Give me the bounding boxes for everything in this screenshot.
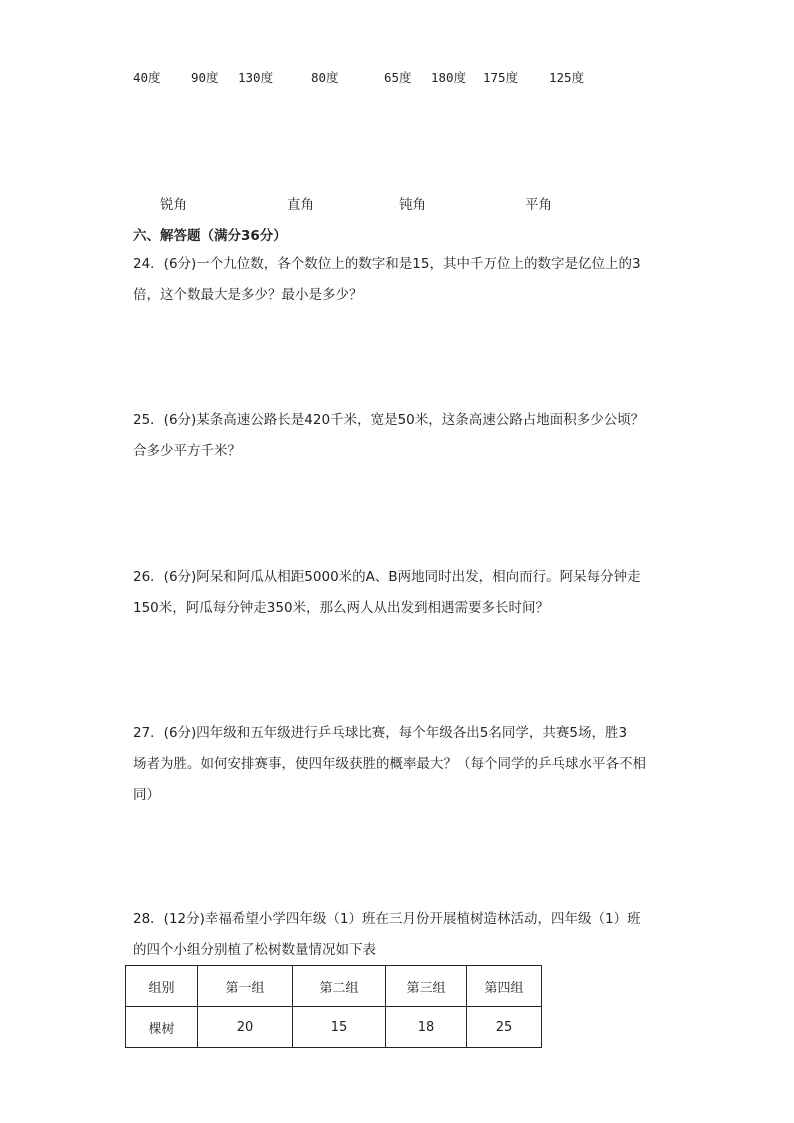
question-28	[133, 904, 641, 966]
table-header-cell: 第二组	[293, 966, 386, 1007]
question-25	[133, 405, 644, 467]
table-row	[126, 1007, 542, 1048]
question-26	[133, 562, 641, 624]
question-line: 倍，这个数最大是多少？最小是多少？	[133, 287, 363, 303]
table-cell: 18	[386, 1007, 467, 1048]
question-line: 150米，阿瓜每分钟走350米，那么两人从出发到相遇需要多长时间？	[133, 600, 550, 616]
angle-value: 130度	[238, 70, 274, 85]
angle-value: 125度	[549, 70, 585, 85]
angle-value: 40度	[133, 70, 161, 85]
angle-category: 锐角	[160, 197, 187, 213]
question-line: 的四个小组分别植了松树数量情况如下表	[133, 942, 376, 958]
angle-category: 平角	[525, 197, 552, 213]
table-header-cell: 第三组	[386, 966, 467, 1007]
angle-value: 180度	[431, 70, 467, 85]
angle-value: 65度	[384, 70, 412, 85]
question-line: 场者为胜。如何安排赛事，使四年级获胜的概率最大？（每个同学的乒乓球水平各不相	[133, 756, 646, 772]
table-cell: 20	[198, 1007, 293, 1048]
angle-category: 钝角	[399, 197, 426, 213]
question-line: 27．(6分)四年级和五年级进行乒乓球比赛，每个年级各出5名同学，共赛5场，胜3	[133, 725, 628, 741]
question-line: 26．(6分)阿呆和阿瓜从相距5000米的A、B两地同时出发，相向而行。阿呆每分钟走	[133, 569, 641, 585]
question-line: 28．(12分)幸福希望小学四年级（1）班在三月份开展植树造林活动，四年级（1）班	[133, 911, 641, 927]
angle-category: 直角	[287, 197, 314, 213]
question-24	[133, 249, 641, 311]
section-title: 六、解答题（满分36分）	[133, 228, 287, 244]
table-header-row	[126, 966, 542, 1007]
question-line: 24．(6分)一个九位数，各个数位上的数字和是15，其中千万位上的数字是亿位上的3	[133, 256, 641, 272]
angle-value: 175度	[483, 70, 519, 85]
angle-value: 90度	[191, 70, 219, 85]
tree-count-table	[125, 965, 542, 1048]
question-27	[133, 718, 646, 811]
question-line: 25．(6分)某条高速公路长是420千米，宽是50米，这条高速公路占地面积多少公顷？	[133, 412, 645, 428]
table-cell: 15	[293, 1007, 386, 1048]
table-cell: 棵树	[126, 1007, 198, 1048]
question-line: 同）	[133, 787, 160, 803]
question-line: 合多少平方千米？	[133, 443, 241, 459]
table-header-cell: 第一组	[198, 966, 293, 1007]
angle-value: 80度	[311, 70, 339, 85]
table-header-cell: 第四组	[467, 966, 542, 1007]
table-cell: 25	[467, 1007, 542, 1048]
table-header-cell: 组别	[126, 966, 198, 1007]
